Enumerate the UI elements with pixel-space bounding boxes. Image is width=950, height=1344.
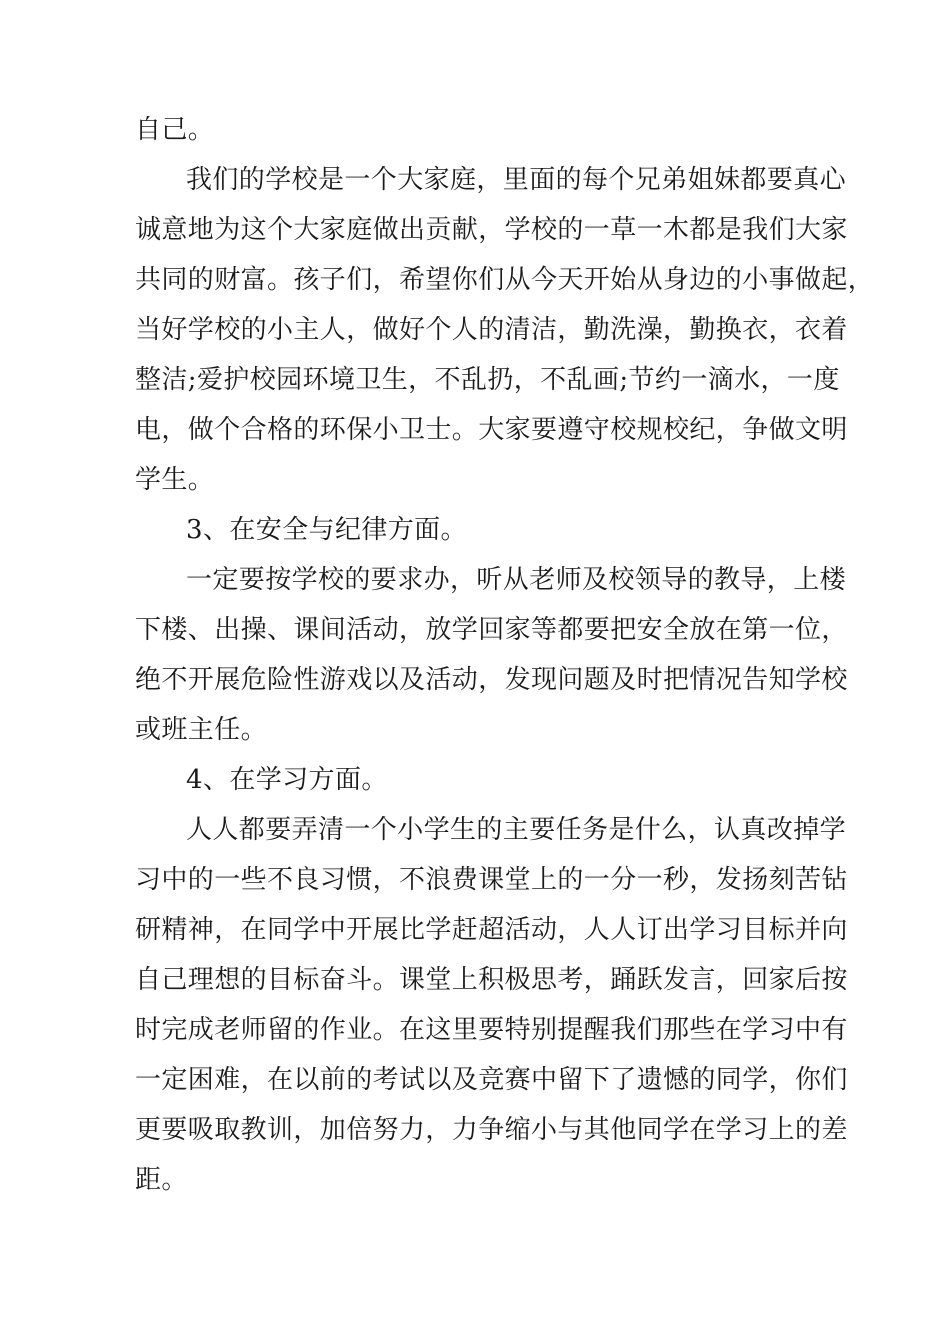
text-line: 诚意地为这个大家庭做出贡献，学校的一草一木都是我们大家 (135, 215, 848, 245)
section-heading: 3、在安全与纪律方面。 (186, 515, 467, 545)
text-line: 一定困难，在以前的考试以及竞赛中留下了遗憾的同学，你们 (135, 1065, 848, 1095)
text-line: 或班主任。 (135, 715, 268, 745)
text-line: 下楼、出操、课间活动，放学回家等都要把安全放在第一位， (135, 615, 848, 645)
text-line: 研精神，在同学中开展比学赶超活动，人人订出学习目标并向 (135, 915, 848, 945)
paragraph-first-line: 我们的学校是一个大家庭，里面的每个兄弟姐妹都要真心 (186, 165, 847, 195)
section-heading: 4、在学习方面。 (186, 765, 388, 795)
text-line: 当好学校的小主人，做好个人的清洁，勤洗澡，勤换衣，衣着 (135, 315, 848, 345)
text-line: 学生。 (135, 465, 215, 495)
text-line: 电，做个合格的环保小卫士。大家要遵守校规校纪，争做文明 (135, 415, 848, 445)
paragraph-first-line: 一定要按学校的要求办，听从老师及校领导的教导，上楼 (186, 565, 847, 595)
text-line: 自己。 (135, 115, 215, 145)
text-line: 共同的财富。孩子们，希望你们从今天开始从身边的小事做起， (135, 265, 875, 295)
text-line: 整洁;爱护校园环境卫生，不乱扔，不乱画;节约一滴水，一度 (135, 365, 840, 395)
paragraph-first-line: 人人都要弄清一个小学生的主要任务是什么，认真改掉学 (186, 815, 847, 845)
text-line: 时完成老师留的作业。在这里要特别提醒我们那些在学习中有 (135, 1015, 848, 1045)
text-line: 自己理想的目标奋斗。课堂上积极思考，踊跃发言，回家后按 (135, 965, 848, 995)
text-line: 习中的一些不良习惯，不浪费课堂上的一分一秒，发扬刻苦钻 (135, 865, 848, 895)
text-line: 距。 (135, 1165, 188, 1195)
text-line: 绝不开展危险性游戏以及活动，发现问题及时把情况告知学校 (135, 665, 848, 695)
text-line: 更要吸取教训，加倍努力，力争缩小与其他同学在学习上的差 (135, 1115, 848, 1145)
